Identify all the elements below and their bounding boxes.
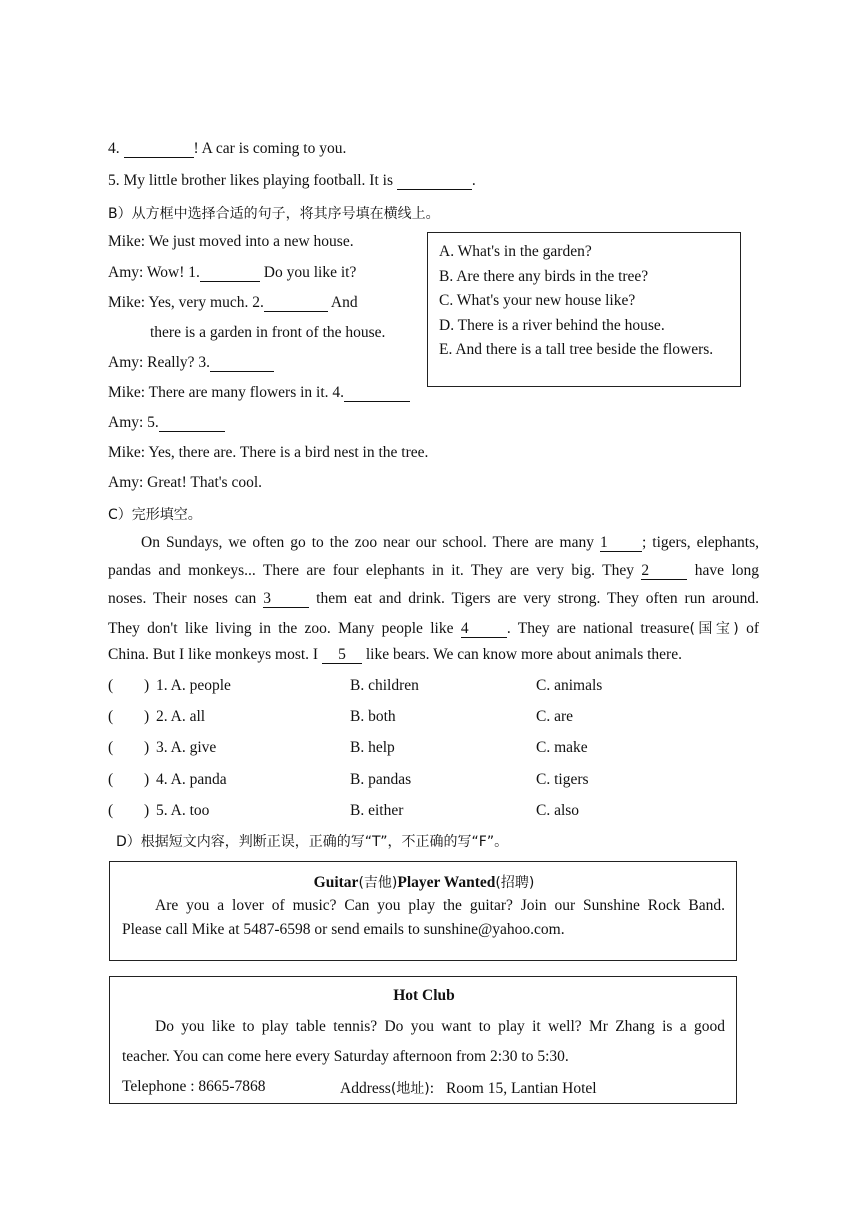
dialogue-line: Mike: Yes, very much. 2. And (108, 294, 358, 311)
answer-blank-b4[interactable] (344, 385, 410, 402)
options-box (427, 232, 741, 387)
option-b: B. Are there any birds in the tree? (439, 268, 649, 285)
ad-guitar-title: Guitar(吉他)Player Wanted(招聘) (313, 874, 535, 891)
choice-a[interactable]: 5. A. too (156, 802, 210, 819)
choice-b[interactable]: B. pandas (350, 771, 412, 788)
section-b-title: B）从方框中选择合适的句子，将其序号填在横线上。 (108, 206, 440, 222)
answer-blank-4[interactable] (124, 141, 194, 158)
dialogue-line: Amy: Great! That's cool. (108, 474, 263, 491)
choice-c[interactable]: C. are (536, 708, 574, 725)
choice-b[interactable]: B. help (350, 739, 395, 756)
dialogue-line: Amy: Really? 3. (108, 354, 274, 372)
passage-line-2: pandas and monkeys... There are four elephants in it. They are very big. They 2 have long (108, 562, 759, 579)
dialogue-line: there is a garden in front of the house. (150, 324, 386, 341)
ad-guitar (109, 861, 737, 961)
dialogue-line: Amy: Wow! 1. Do you like it? (108, 264, 357, 281)
choice-c[interactable]: C. make (536, 739, 588, 756)
choice-a[interactable]: 2. A. all (156, 708, 206, 725)
section-c-title: C）完形填空。 (108, 507, 202, 523)
passage-line-1: On Sundays, we often go to the zoo near our school. There are many 1 ; tigers, elephants, (141, 534, 760, 551)
item-5: 5. My little brother likes playing football. It is . (108, 172, 476, 189)
cloze-blank-1[interactable]: 1 (600, 535, 642, 552)
option-d: D. There is a river behind the house. (439, 317, 665, 334)
choice-b[interactable]: B. children (350, 677, 419, 694)
passage-line-5: China. But I like monkeys most. I 5 like bears. We can know more about animals there. (108, 646, 682, 663)
ad-hot-club (109, 976, 737, 1104)
answer-blank-b5[interactable] (159, 415, 225, 432)
cloze-blank-2[interactable]: 2 (641, 563, 687, 580)
choice-b[interactable]: B. both (350, 708, 396, 725)
choice-a[interactable]: 1. A. people (156, 677, 231, 694)
ad-club-telephone: Telephone : 8665-7868 (122, 1078, 266, 1095)
choice-b[interactable]: B. either (350, 802, 404, 819)
answer-blank-b2[interactable] (264, 295, 328, 312)
choice-c[interactable]: C. animals (536, 677, 603, 694)
option-c: C. What's your new house like? (439, 292, 636, 309)
section-d-title: D）根据短文内容，判断正误，正确的写“T”，不正确的写“F”。 (116, 834, 509, 850)
option-a: A. What's in the garden? (439, 243, 592, 260)
choice-c[interactable]: C. tigers (536, 771, 589, 788)
passage-line-3: noses. Their noses can 3 them eat and drink. Tigers are very strong. They often run around. (108, 590, 760, 607)
choice-a[interactable]: 3. A. give (156, 739, 217, 756)
answer-blank-b3[interactable] (210, 355, 274, 372)
cloze-blank-4[interactable]: 4 (461, 621, 507, 638)
item-4: 4. ! A car is coming to you. (108, 140, 347, 157)
cloze-blank-5[interactable]: 5 (322, 647, 362, 664)
ad-club-title: Hot Club (393, 987, 455, 1004)
dialogue-line: Mike: We just moved into a new house. (108, 233, 354, 250)
dialogue-line: Mike: There are many flowers in it. 4. (108, 384, 410, 402)
ad-club-line: Do you like to play table tennis? Do you want to play it well? Mr Zhang is a good (155, 1018, 725, 1035)
answer-blank-b1[interactable] (200, 265, 260, 282)
option-e: E. And there is a tall tree beside the flowers. (439, 341, 714, 358)
cloze-blank-3[interactable]: 3 (263, 591, 309, 608)
ad-guitar-line: Please call Mike at 5487-6598 or send emails to sunshine@yahoo.com. (122, 921, 565, 938)
answer-blank-5[interactable] (397, 173, 472, 190)
dialogue-line: Amy: 5. (108, 414, 225, 432)
dialogue-line: Mike: Yes, there are. There is a bird nest in the tree. (108, 444, 429, 461)
ad-club-address: Address(地址): Room 15, Lantian Hotel (340, 1080, 597, 1097)
passage-line-4: They don't like living in the zoo. Many people like 4 . They are national treasure(国宝) of (108, 620, 760, 637)
ad-club-line: teacher. You can come here every Saturday afternoon from 2:30 to 5:30. (122, 1048, 569, 1065)
choice-c[interactable]: C. also (536, 802, 580, 819)
choice-a[interactable]: 4. A. panda (156, 771, 227, 788)
ad-guitar-line: Are you a lover of music? Can you play the guitar? Join our Sunshine Rock Band. (155, 897, 725, 914)
